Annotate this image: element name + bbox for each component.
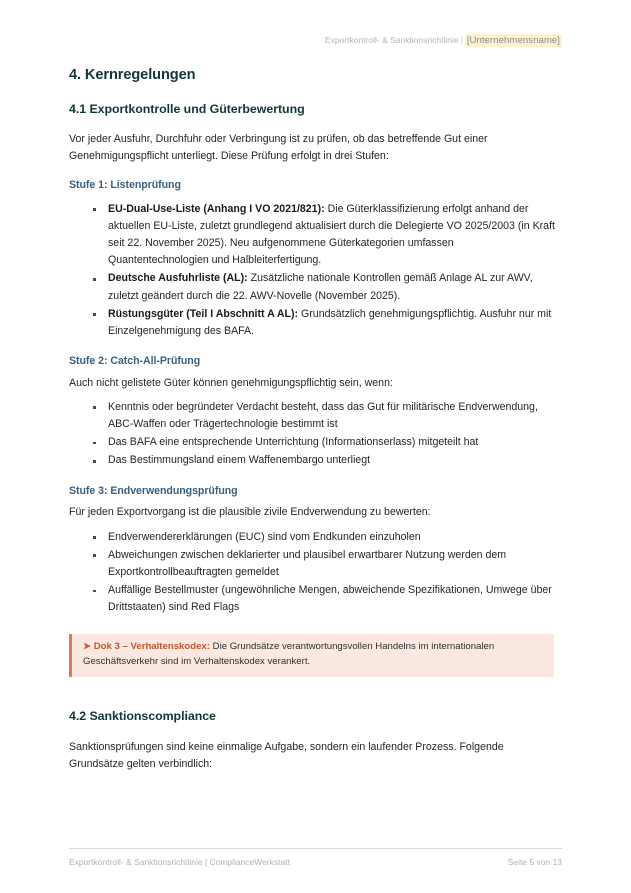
list-item: Das BAFA eine entsprechende Unterrichtung (Informationserlass) mitgeteilt hat [69, 434, 557, 451]
list-item [69, 306, 557, 340]
subsection-title-4-2: 4.2 Sanktionscompliance [69, 709, 216, 724]
page-footer [69, 848, 562, 867]
list-item: Das Bestimmungsland einem Waffenembargo unterliegt [69, 452, 557, 469]
stufe-3-list [69, 529, 557, 617]
subsection-4-1-intro: Vor jeder Ausfuhr, Durchfuhr oder Verbringung ist zu prüfen, ob das betreffende Gut einer Genehmigungspflicht unterliegt. Diese Prüfung erfolgt in drei Stufen: [69, 132, 488, 162]
header-doc-title: Exportkontroll- & Sanktionsrichtlinie [325, 35, 459, 45]
callout-lead: Dok 3 – Verhaltenskodex: [93, 641, 210, 653]
stufe-3-heading: Stufe 3: Endverwendungsprüfung [69, 484, 238, 497]
header-company-placeholder: [Unternehmensname] [466, 35, 560, 46]
callout-body: Die Grundsätze verantwortungsvollen Handelns im internationalen Geschäftsverkehr sind im Verhaltenskodex verankert. [83, 641, 495, 668]
callout-box-dok3 [69, 634, 554, 677]
section-title: 4. Kernregelungen [69, 67, 196, 83]
page-header [69, 34, 562, 50]
list-item-lead: EU-Dual-Use-Liste (Anhang I VO 2021/821): [108, 202, 325, 215]
list-item-lead: Rüstungsgüter (Teil I Abschnitt A AL): [108, 307, 299, 320]
list-item: Kenntnis oder begründeter Verdacht besteht, dass das Gut für militärische Endverwendung, ABC-Waffen oder Trägertechnologie bestimmt ist [69, 399, 557, 433]
stufe-3-intro: Für jeden Exportvorgang ist die plausible zivile Endverwendung zu bewerten: [69, 506, 431, 519]
list-item-text: Grundsätzlich genehmigungspflichtig. Ausfuhr nur mit Einzelgenehmigung des BAFA. [108, 307, 552, 337]
list-item [69, 270, 557, 304]
subsection-4-2-intro: Sanktionsprüfungen sind keine einmalige Aufgabe, sondern ein laufender Prozess. Folgende Grundsätze gelten verbindlich: [69, 740, 504, 770]
list-item-text: Die Güterklassifizierung erfolgt anhand der aktuellen EU-Liste, zuletzt grundlegend aktualisiert durch die Delegierte VO 2025/2003 (in Kraft seit 22. November 2025). Neu aufgenommene Güterkategorien umfassen Quantentechnologien und Halbleiterfertigung. [108, 202, 555, 267]
list-item: Auffällige Bestellmuster (ungewöhnliche Mengen, abweichende Spezifikationen, Umwege über Drittstaaten) sind Red Flags [69, 582, 557, 616]
stufe-2-intro: Auch nicht gelistete Güter können genehmigungspflichtig sein, wenn: [69, 376, 393, 389]
list-item-text: Zusätzliche nationale Kontrollen gemäß Anlage AL zur AWV, zuletzt geändert durch die 22. AWV-Novelle (November 2025). [108, 272, 533, 302]
stufe-1-list [69, 201, 557, 340]
list-item: Abweichungen zwischen deklarierter und plausibel erwartbarer Nutzung werden dem Exportkontrollbeauftragten gemeldet [69, 547, 557, 581]
header-separator: | [460, 35, 463, 45]
document-content [69, 66, 557, 773]
callout-text [83, 640, 544, 670]
stufe-2-heading: Stufe 2: Catch-All-Prüfung [69, 355, 201, 368]
list-item-lead: Deutsche Ausfuhrliste (AL): [108, 272, 248, 285]
list-item: Endverwendererklärungen (EUC) sind vom Endkunden einzuholen [69, 529, 557, 546]
arrow-right-icon: ➤ [83, 641, 92, 653]
subsection-title-4-1: 4.1 Exportkontrolle und Güterbewertung [69, 102, 305, 117]
footer-page-number: Seite 5 von 13 [507, 857, 562, 867]
footer-left-text: Exportkontroll- & Sanktionsrichtlinie | ComplianceWerkstatt [69, 857, 290, 867]
stufe-1-heading: Stufe 1: Listenprüfung [69, 179, 181, 192]
list-item [69, 201, 557, 270]
stufe-2-list [69, 399, 557, 470]
